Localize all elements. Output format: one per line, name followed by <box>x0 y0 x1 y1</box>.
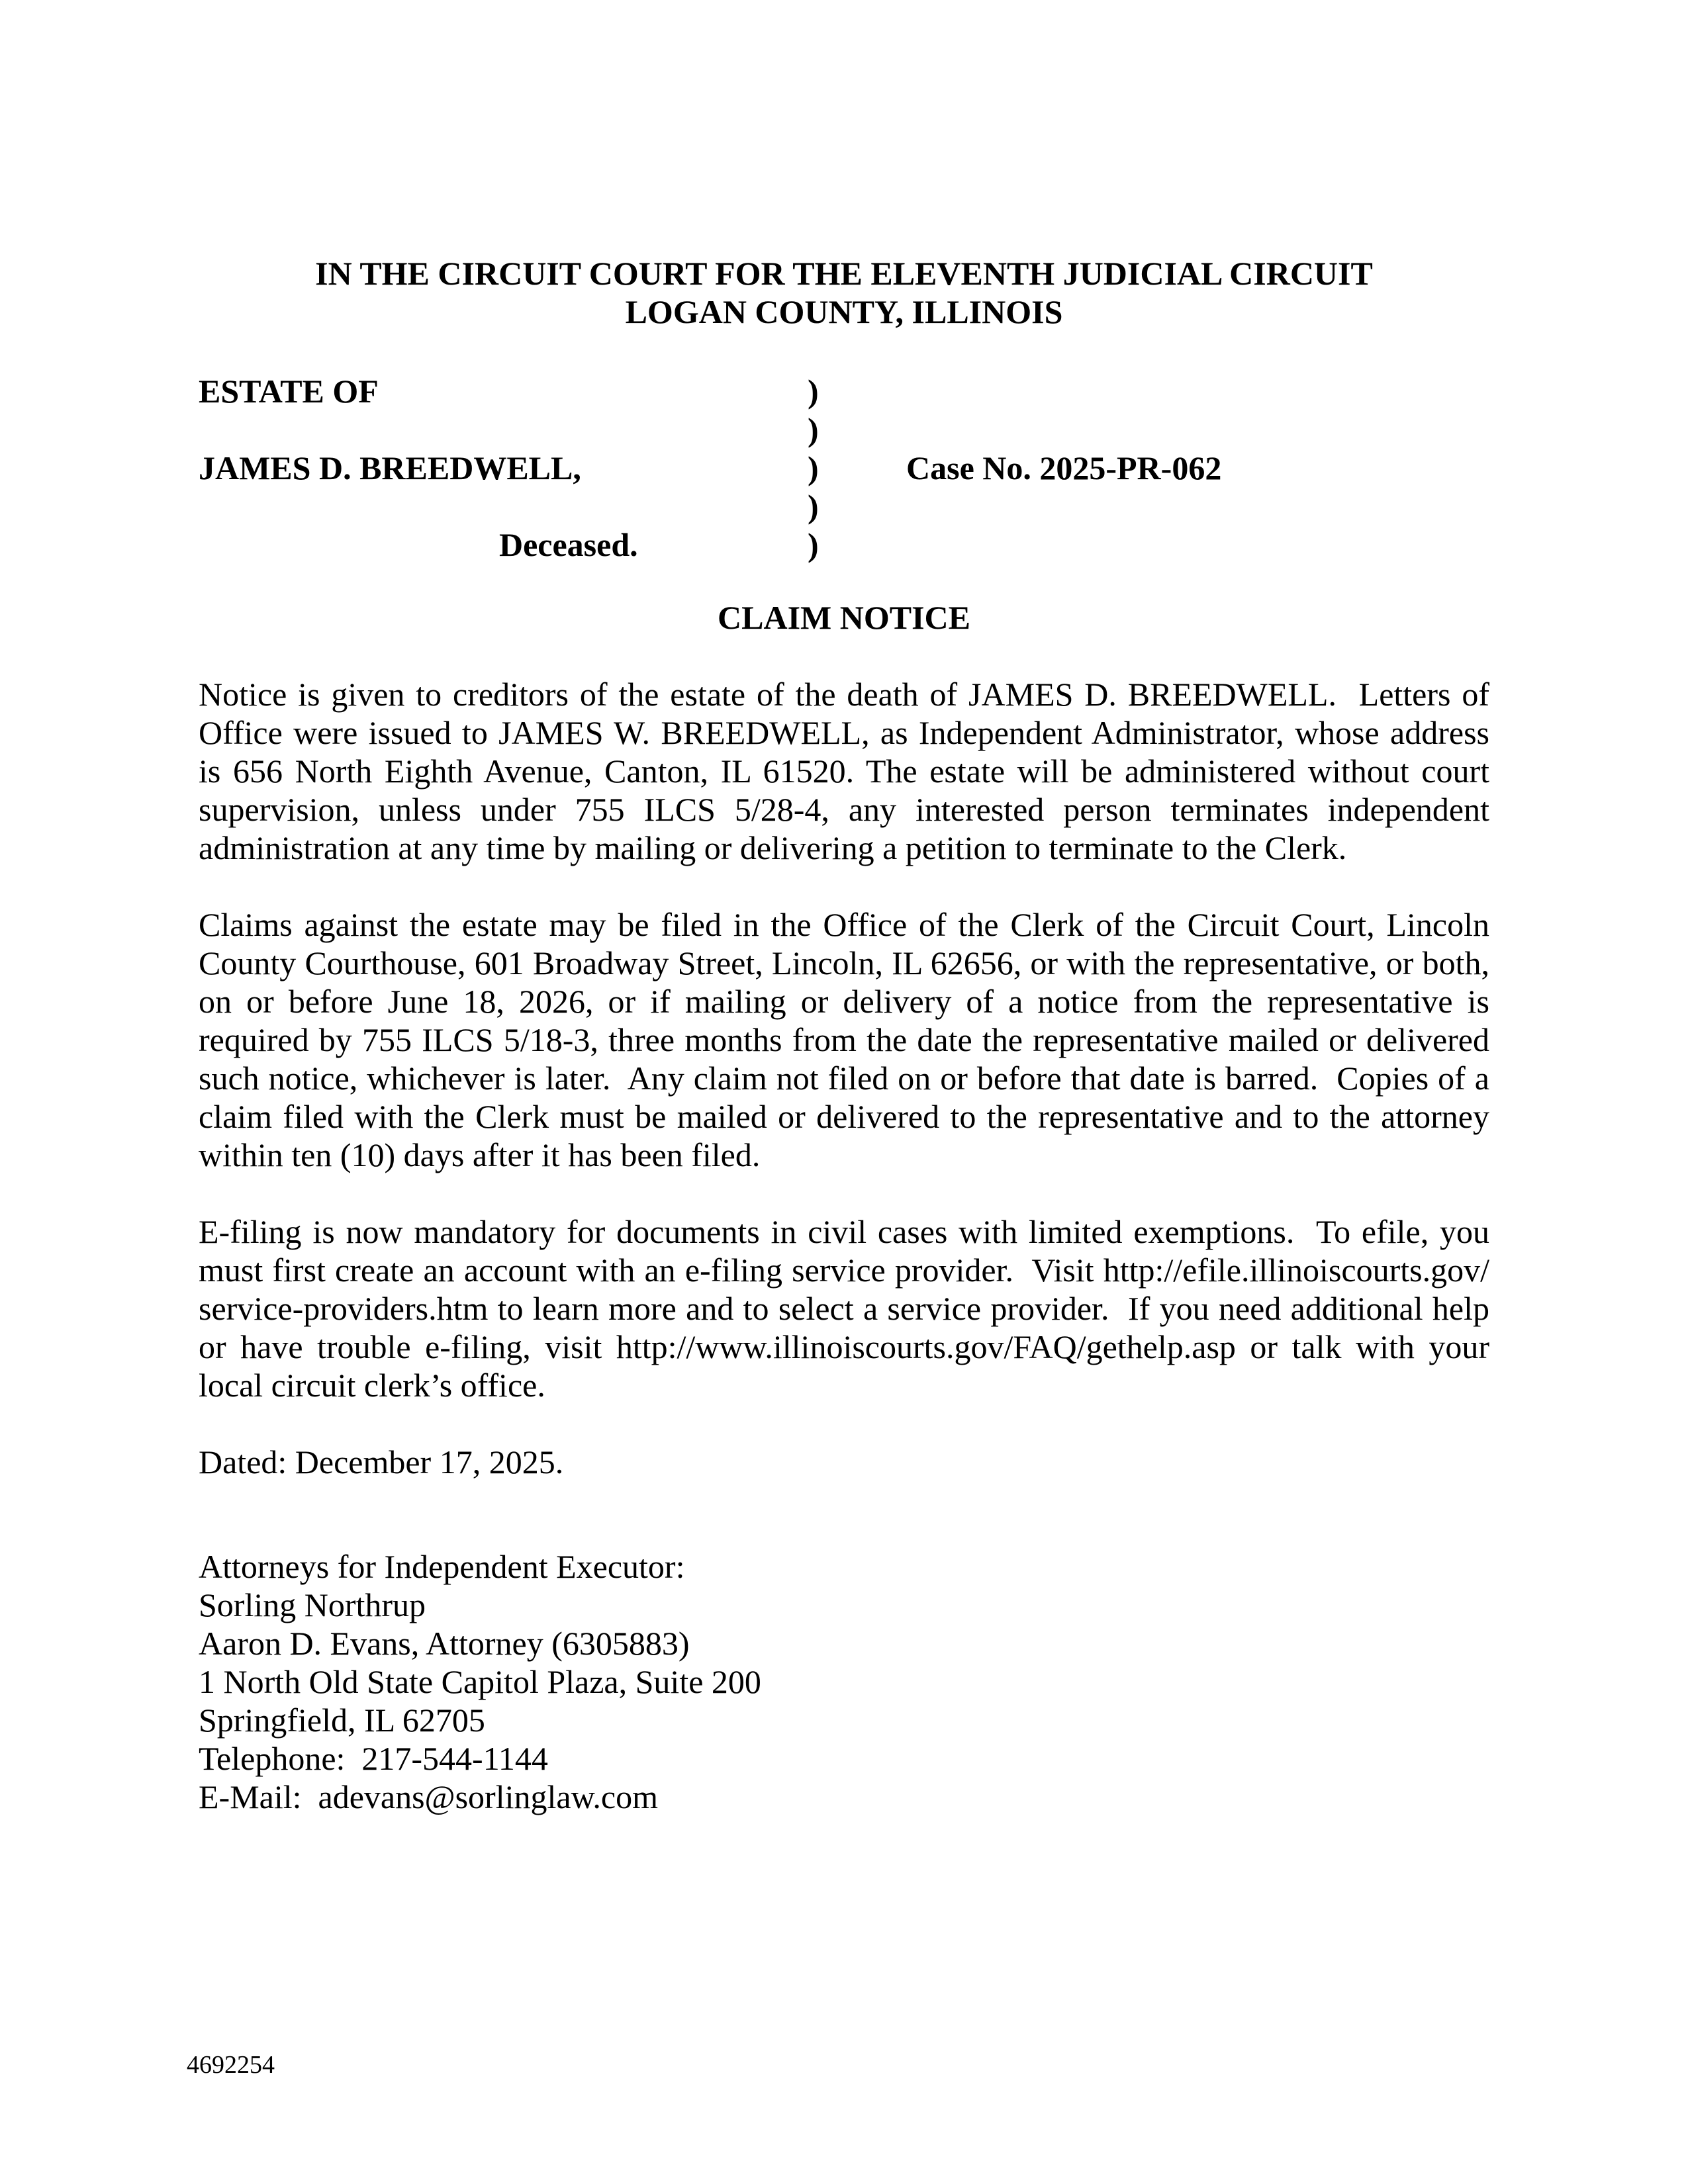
attorney-name: Aaron D. Evans, Attorney (6305883) <box>199 1625 690 1662</box>
paragraph-efiling: E-filing is now mandatory for documents in civil cases with limited exemptions. To efile, you must first create an account with an e-filing service provider. Visit http://efile.illinoiscourts.gov/ service-providers.htm to learn more and to select a service provider. If you need additional help or have trouble e-filing, visit http://www.illinoiscourts.gov/FAQ/gethelp.asp or talk with your local circuit clerk’s office. <box>199 1213 1498 1404</box>
caption-decedent-name: JAMES D. BREEDWELL, <box>199 449 581 486</box>
attorney-block <box>199 1547 1489 1816</box>
caption-row <box>199 449 1489 487</box>
caption-paren: ) <box>808 411 819 448</box>
caption-estate-of: ESTATE OF <box>199 373 379 410</box>
caption-row <box>199 410 1489 449</box>
caption-paren: ) <box>808 526 819 563</box>
document-title: CLAIM NOTICE <box>718 599 970 636</box>
caption-paren: ) <box>808 373 819 410</box>
attorney-address-city: Springfield, IL 62705 <box>199 1702 485 1739</box>
document-control-number: 4692254 <box>187 2051 275 2079</box>
document-content <box>199 0 1498 1816</box>
caption-deceased-label: Deceased. <box>499 526 638 563</box>
caption-case-number: Case No. 2025-PR-062 <box>906 449 1222 486</box>
attorney-firm-name: Sorling Northrup <box>199 1586 426 1623</box>
dated-line: Dated: December 17, 2025. <box>199 1443 564 1480</box>
attorney-block-heading: Attorneys for Independent Executor: <box>199 1548 685 1585</box>
caption-row <box>199 372 1489 410</box>
attorney-email: E-Mail: adevans@sorlinglaw.com <box>199 1778 659 1815</box>
court-header-line2: LOGAN COUNTY, ILLINOIS <box>625 293 1063 330</box>
caption-row <box>199 487 1489 525</box>
caption-row <box>199 525 1489 564</box>
court-header-line1: IN THE CIRCUIT COURT FOR THE ELEVENTH JUDICIAL CIRCUIT <box>315 255 1373 292</box>
court-header <box>199 254 1489 331</box>
caption-paren: ) <box>808 488 819 525</box>
case-caption <box>199 372 1489 564</box>
paragraph-notice-creditors: Notice is given to creditors of the estate of the death of JAMES D. BREEDWELL. Letters of Office were issued to JAMES W. BREEDWELL, as Independent Administrator, whose address is 656 North Eighth Avenue, Canton, IL 61520. The estate will be administered without court supervision, unless under 755 ILCS 5/28-4, any interested person terminates independent administration at any time by mailing or delivering a petition to terminate to the Clerk. <box>199 676 1498 866</box>
caption-paren: ) <box>808 449 819 486</box>
paragraph-claims-filing: Claims against the estate may be filed in the Office of the Clerk of the Circuit Court, Lincoln County Courthouse, 601 Broadway Street, Lincoln, IL 62656, or with the representative, or both, on or before June 18, 2026, or if mailing or delivery of a notice from the representative is required by 755 ILCS 5/18-3, three months from the date the representative mailed or delivered such notice, whichever is later. Any claim not filed on or before that date is barred. Copies of a claim filed with the Clerk must be mailed or delivered to the representative and to the attorney within ten (10) days after it has been filed. <box>199 906 1498 1173</box>
attorney-telephone: Telephone: 217-544-1144 <box>199 1740 548 1777</box>
attorney-address-street: 1 North Old State Capitol Plaza, Suite 200 <box>199 1663 761 1700</box>
